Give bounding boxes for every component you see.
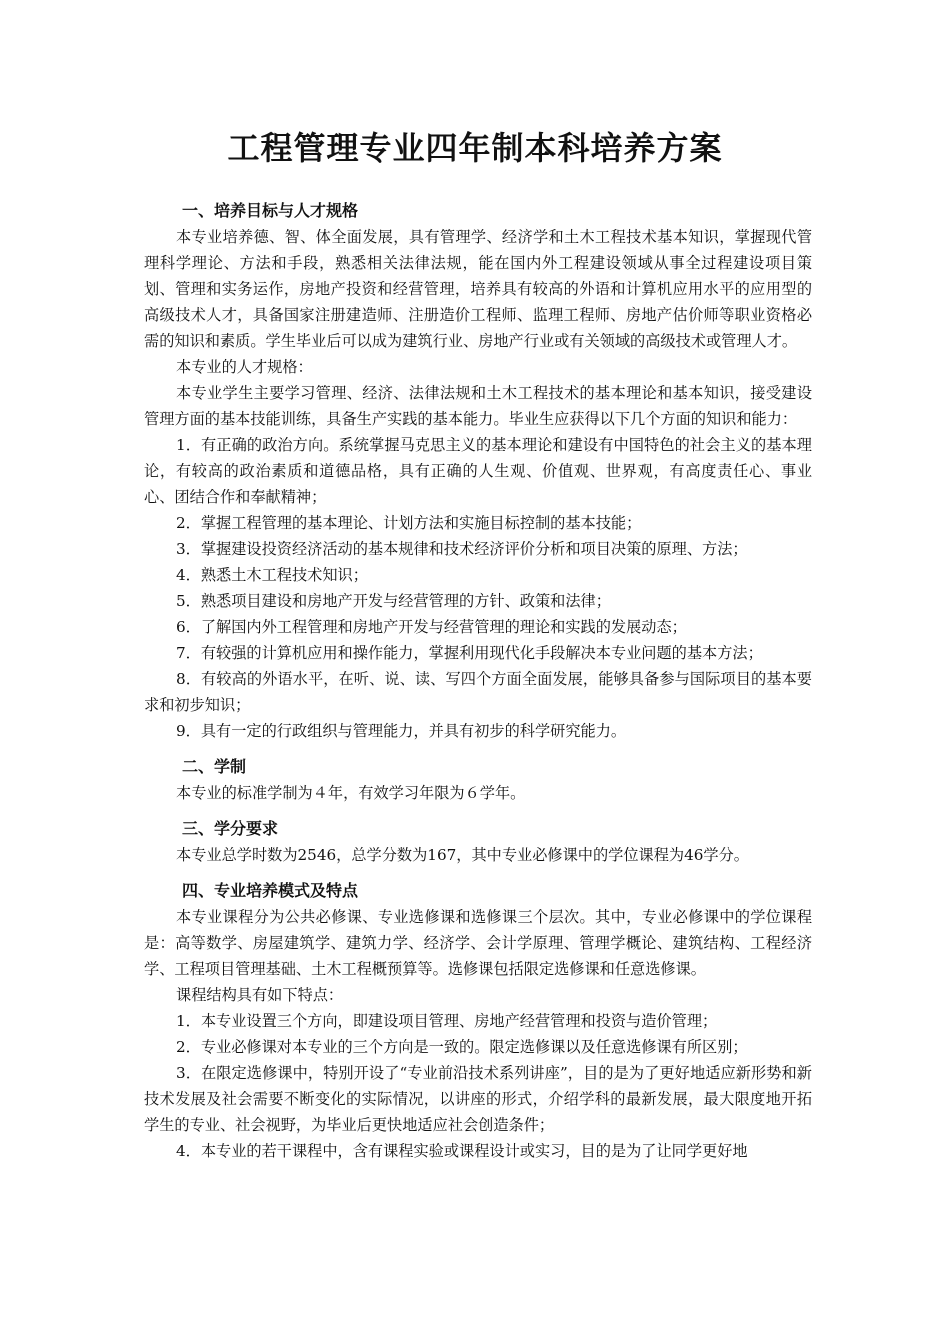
paragraph: 本专业课程分为公共必修课、专业选修课和选修课三个层次。其中，专业必修课中的学位课程是：高等数学、房屋建筑学、建筑力学、经济学、会计学原理、管理学概论、建筑结构、工程经济学、工程项目管理基础、土木工程概预算等。选修课包括限定选修课和任意选修课。 [144, 908, 812, 978]
paragraph: 本专业培养德、智、体全面发展，具有管理学、经济学和土木工程技术基本知识，掌握现代管理科学理论、方法和手段，熟悉相关法律法规，能在国内外工程建设领域从事全过程建设项目策划、管理和实务运作，房地产投资和经营管理，培养具有较高的外语和计算机应用水平的应用型的高级技术人才，具备国家注册建造师、注册造价工程师、监理工程师、房地产估价师等职业资格必需的知识和素质。学生毕业后可以成为建筑行业、房地产行业或有关领域的高级技术或管理人才。 [144, 228, 812, 350]
document-title: 工程管理专业四年制本科培养方案 [227, 129, 723, 167]
paragraph: 本专业学生主要学习管理、经济、法律法规和土木工程技术的基本理论和基本知识，接受建设管理方面的基本技能训练，具备生产实践的基本能力。毕业生应获得以下几个方面的知识和能力： [144, 384, 812, 428]
list-item: 1．有正确的政治方向。系统掌握马克思主义的基本理论和建设有中国特色的社会主义的基本理论，有较高的政治素质和道德品格，具有正确的人生观、价值观、世界观，有高度责任心、事业心、团结合作和奉献精神； [144, 436, 812, 506]
list-item: 4．本专业的若干课程中，含有课程实验或课程设计或实习，目的是为了让同学更好地 [176, 1142, 748, 1160]
paragraph: 课程结构具有如下特点： [176, 986, 344, 1004]
list-item: 2．专业必修课对本专业的三个方向是一致的。限定选修课以及任意选修课有所区别； [176, 1038, 748, 1056]
section-heading: 一、培养目标与人才规格 [182, 201, 359, 220]
list-item: 3．掌握建设投资经济活动的基本规律和技术经济评价分析和项目决策的原理、方法； [176, 540, 748, 558]
list-item: 3．在限定选修课中，特别开设了“专业前沿技术系列讲座”，目的是为了更好地适应新形势和新技术发展及社会需要不断变化的实际情况，以讲座的形式，介绍学科的最新发展，最大限度地开拓学生的专业、社会视野，为毕业后更快地适应社会创造条件； [144, 1064, 812, 1134]
list-item: 1．本专业设置三个方向，即建设项目管理、房地产经营管理和投资与造价管理； [176, 1012, 718, 1030]
list-item: 9．具有一定的行政组织与管理能力，并具有初步的科学研究能力。 [176, 722, 627, 740]
section-heading: 四、专业培养模式及特点 [182, 881, 359, 900]
paragraph: 本专业总学时数为2546，总学分数为167，其中专业必修课中的学位课程为46学分。 [176, 846, 749, 864]
list-item: 7．有较强的计算机应用和操作能力，掌握利用现代化手段解决本专业问题的基本方法； [176, 644, 763, 662]
section-schooling-length [144, 754, 812, 806]
list-item: 6．了解国内外工程管理和房地产开发与经营管理的理论和实践的发展动态； [176, 618, 687, 636]
section-training-goals [144, 198, 812, 744]
list-item: 4．熟悉土木工程技术知识； [176, 566, 368, 584]
list-item: 8．有较高的外语水平，在听、说、读、写四个方面全面发展，能够具备参与国际项目的基本要求和初步知识； [144, 670, 812, 714]
section-training-mode [144, 878, 812, 1164]
paragraph: 本专业的人才规格： [176, 358, 313, 376]
list-item: 2．掌握工程管理的基本理论、计划方法和实施目标控制的基本技能； [176, 514, 642, 532]
document-body [144, 198, 812, 1164]
paragraph: 本专业的标准学制为４年，有效学习年限为６学年。 [176, 784, 526, 802]
section-heading: 二、学制 [182, 757, 247, 776]
section-heading: 三、学分要求 [182, 819, 279, 838]
section-credit-requirements [144, 816, 812, 868]
list-item: 5．熟悉项目建设和房地产开发与经营管理的方针、政策和法律； [176, 592, 611, 610]
